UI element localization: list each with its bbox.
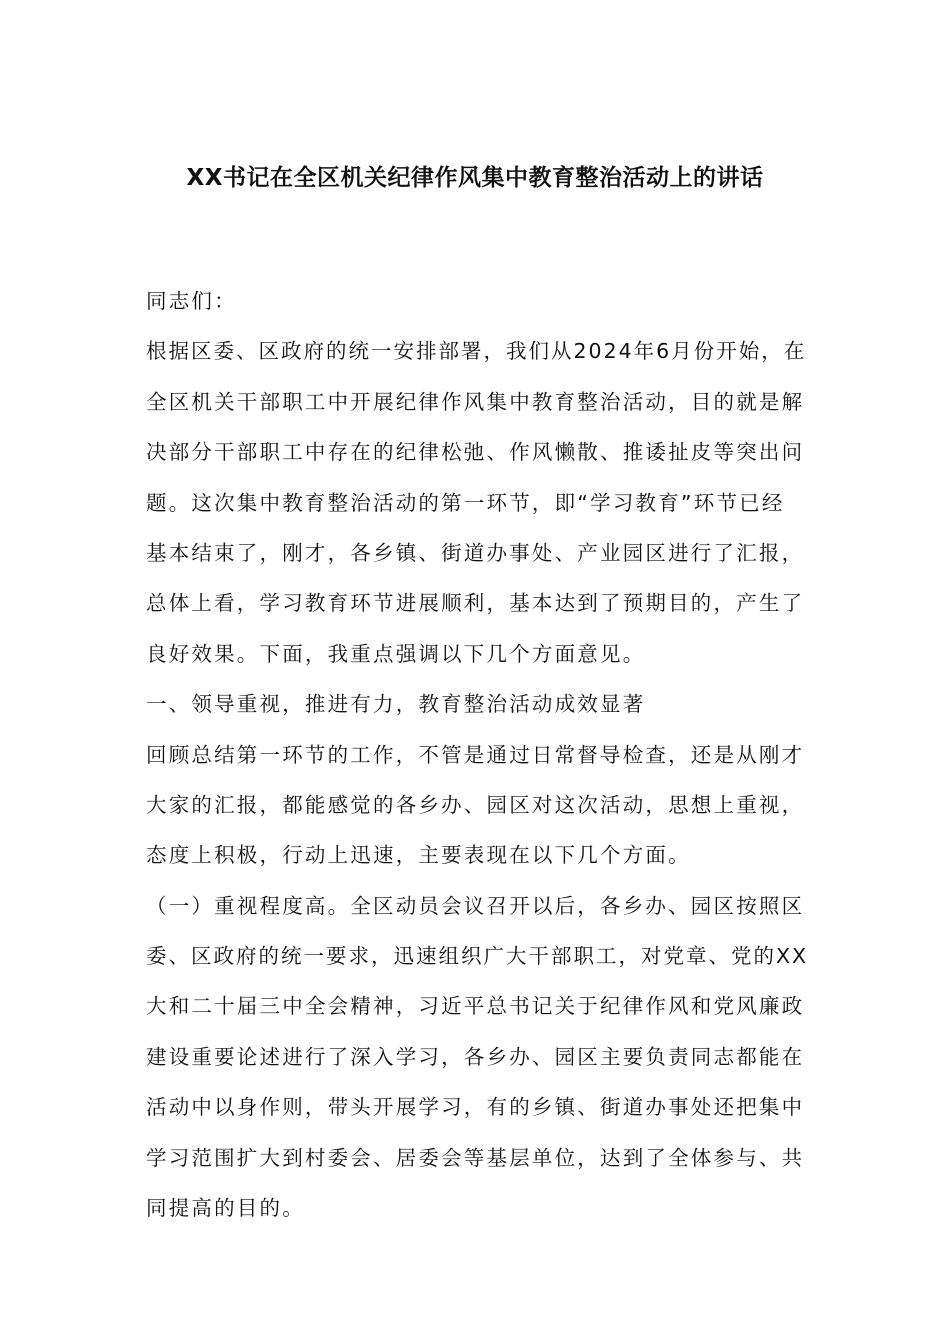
text-line: 题。这次集中教育整治活动的第一环节，即“学习教育”环节已经 xyxy=(146,490,785,515)
text-line: 活动中以身作则，带头开展学习，有的乡镇、街道办事处还把集中 xyxy=(146,1095,805,1120)
text-line: 良好效果。下面，我重点强调以下几个方面意见。 xyxy=(146,641,646,666)
text-line: 同志们： xyxy=(146,289,237,313)
text-line: （一）重视程度高。全区动员会议召开以后，各乡办、园区按照区 xyxy=(146,893,805,918)
document-body xyxy=(146,276,810,1233)
section-heading: 一、领导重视，推进有力，教育整治活动成效显著 xyxy=(146,692,646,717)
text-line: 基本结束了，刚才，各乡镇、街道办事处、产业园区进行了汇报， xyxy=(146,540,805,565)
text-line: 根据区委、区政府的统一安排部署，我们从2024年6月份开始，在 xyxy=(146,339,807,364)
text-line: 总体上看，学习教育环节进展顺利，基本达到了预期目的，产生了 xyxy=(146,591,805,616)
text-line: 同提高的目的。 xyxy=(146,1196,305,1221)
text-line: 委、区政府的统一要求，迅速组织广大干部职工，对党章、党的XX xyxy=(146,944,809,969)
text-line: 全区机关干部职工中开展纪律作风集中教育整治活动，目的就是解 xyxy=(146,389,805,414)
text-line: 学习范围扩大到村委会、居委会等基层单位，达到了全体参与、共 xyxy=(146,1145,805,1170)
text-line: 决部分干部职工中存在的纪律松弛、作风懒散、推诿扯皮等突出问 xyxy=(146,440,805,465)
text-line: 大和二十届三中全会精神，习近平总书记关于纪律作风和党风廉政 xyxy=(146,994,805,1019)
document-title: XX书记在全区机关纪律作风集中教育整治活动上的讲话 xyxy=(186,165,764,191)
text-line: 大家的汇报，都能感觉的各乡办、园区对这次活动，思想上重视， xyxy=(146,792,805,817)
text-line: 建设重要论述进行了深入学习，各乡办、园区主要负责同志都能在 xyxy=(146,1044,805,1069)
text-line: 回顾总结第一环节的工作，不管是通过日常督导检查，还是从刚才 xyxy=(146,742,805,767)
text-line: 态度上积极，行动上迅速，主要表现在以下几个方面。 xyxy=(146,843,691,868)
